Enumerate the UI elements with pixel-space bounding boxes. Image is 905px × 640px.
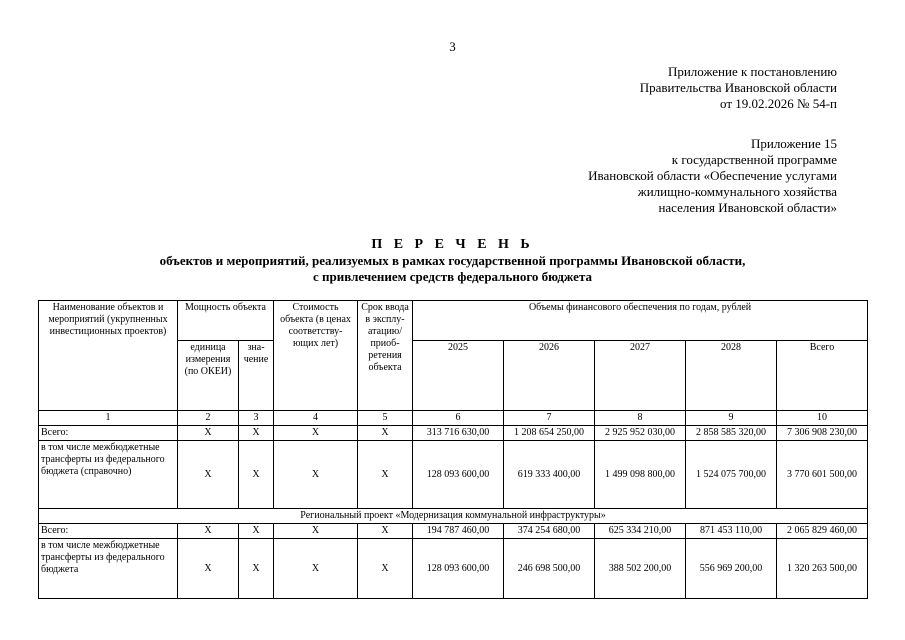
page-number: 3: [449, 39, 456, 54]
row-name: в том числе межбюджетные трансферты из федерального бюджета (справочно): [39, 441, 178, 509]
document-title: [0, 236, 905, 285]
header-unit: единица измерения (по ОКЕИ): [178, 341, 239, 411]
header-year: 2026: [504, 341, 595, 411]
column-number: 5: [358, 411, 413, 426]
row-name: Всего:: [39, 426, 178, 441]
appendix-line: от 19.02.2026 № 54-п: [720, 96, 837, 111]
row-amount-total: 1 320 263 500,00: [777, 539, 868, 599]
row-value: Х: [239, 539, 274, 599]
row-cost: Х: [274, 539, 358, 599]
row-amount-2025: 194 787 460,00: [413, 524, 504, 539]
header-value: зна-чение: [239, 341, 274, 411]
row-value: Х: [239, 441, 274, 509]
column-number: 2: [178, 411, 239, 426]
header-year: 2027: [595, 341, 686, 411]
row-amount-2028: 2 858 585 320,00: [686, 426, 777, 441]
row-unit: Х: [178, 426, 239, 441]
row-amount-total: 7 306 908 230,00: [777, 426, 868, 441]
row-unit: Х: [178, 441, 239, 509]
column-number: 10: [777, 411, 868, 426]
row-amount-2025: 128 093 600,00: [413, 539, 504, 599]
table-row: [39, 426, 868, 441]
column-number: 8: [595, 411, 686, 426]
row-unit: Х: [178, 539, 239, 599]
header-funding: Объемы финансового обеспечения по годам, рублей: [413, 301, 868, 341]
appendix-line: Правительства Ивановской области: [639, 80, 837, 95]
row-amount-2025: 128 093 600,00: [413, 441, 504, 509]
page-crop-edge: [0, 606, 905, 640]
row-amount-2026: 619 333 400,00: [504, 441, 595, 509]
appendix-decree-block: [640, 64, 837, 112]
row-amount-2027: 1 499 098 800,00: [595, 441, 686, 509]
table-row: [39, 539, 868, 599]
column-number: 9: [686, 411, 777, 426]
row-amount-2026: 1 208 654 250,00: [504, 426, 595, 441]
funding-table: [38, 300, 868, 599]
row-term: Х: [358, 539, 413, 599]
appendix-line: Ивановской области «Обеспечение услугами: [588, 168, 837, 183]
section-title: Региональный проект «Модернизация коммунальной инфраструктуры»: [39, 509, 868, 524]
header-capacity: Мощность объекта: [178, 301, 274, 341]
row-amount-2027: 388 502 200,00: [595, 539, 686, 599]
header-total: Всего: [777, 341, 868, 411]
row-name: Всего:: [39, 524, 178, 539]
column-number: 6: [413, 411, 504, 426]
column-number: 7: [504, 411, 595, 426]
appendix-line: Приложение 15: [750, 136, 837, 151]
row-amount-2027: 625 334 210,00: [595, 524, 686, 539]
title-subtitle-2: с привлечением средств федерального бюджета: [313, 269, 592, 284]
row-amount-2027: 2 925 952 030,00: [595, 426, 686, 441]
appendix-line: жилищно-коммунального хозяйства: [637, 184, 837, 199]
appendix-line: Приложение к постановлению: [667, 64, 837, 79]
appendix-line: к государственной программе: [671, 152, 837, 167]
row-cost: Х: [274, 524, 358, 539]
header-cost: Стоимость объекта (в ценах соответству-ющих лет): [274, 301, 358, 411]
row-value: Х: [239, 524, 274, 539]
table-row: [39, 524, 868, 539]
row-unit: Х: [178, 524, 239, 539]
row-term: Х: [358, 441, 413, 509]
table-row: [39, 441, 868, 509]
row-term: Х: [358, 524, 413, 539]
row-amount-2028: 871 453 110,00: [686, 524, 777, 539]
title-subtitle-1: объектов и мероприятий, реализуемых в рамках государственной программы Ивановской области,: [159, 253, 746, 268]
column-number: 3: [239, 411, 274, 426]
column-numbers-row: [39, 411, 868, 426]
row-amount-2026: 374 254 680,00: [504, 524, 595, 539]
row-amount-2025: 313 716 630,00: [413, 426, 504, 441]
header-term: Срок ввода в эксплу-атацию/ приоб-ретения объекта: [358, 301, 413, 411]
title-heading: П Е Р Е Ч Е Н Ь: [371, 237, 534, 252]
column-number: 4: [274, 411, 358, 426]
row-amount-2026: 246 698 500,00: [504, 539, 595, 599]
row-amount-total: 3 770 601 500,00: [777, 441, 868, 509]
row-cost: Х: [274, 426, 358, 441]
appendix-line: населения Ивановской области»: [658, 200, 837, 215]
row-name: в том числе межбюджетные трансферты из федерального бюджета: [39, 539, 178, 599]
row-term: Х: [358, 426, 413, 441]
row-amount-2028: 556 969 200,00: [686, 539, 777, 599]
row-cost: Х: [274, 441, 358, 509]
header-name: Наименование объектов и мероприятий (укрупненных инвестиционных проектов): [39, 301, 178, 411]
header-year: 2025: [413, 341, 504, 411]
appendix-program-block: [588, 136, 837, 216]
row-amount-2028: 1 524 075 700,00: [686, 441, 777, 509]
header-year: 2028: [686, 341, 777, 411]
row-amount-total: 2 065 829 460,00: [777, 524, 868, 539]
column-number: 1: [39, 411, 178, 426]
row-value: Х: [239, 426, 274, 441]
